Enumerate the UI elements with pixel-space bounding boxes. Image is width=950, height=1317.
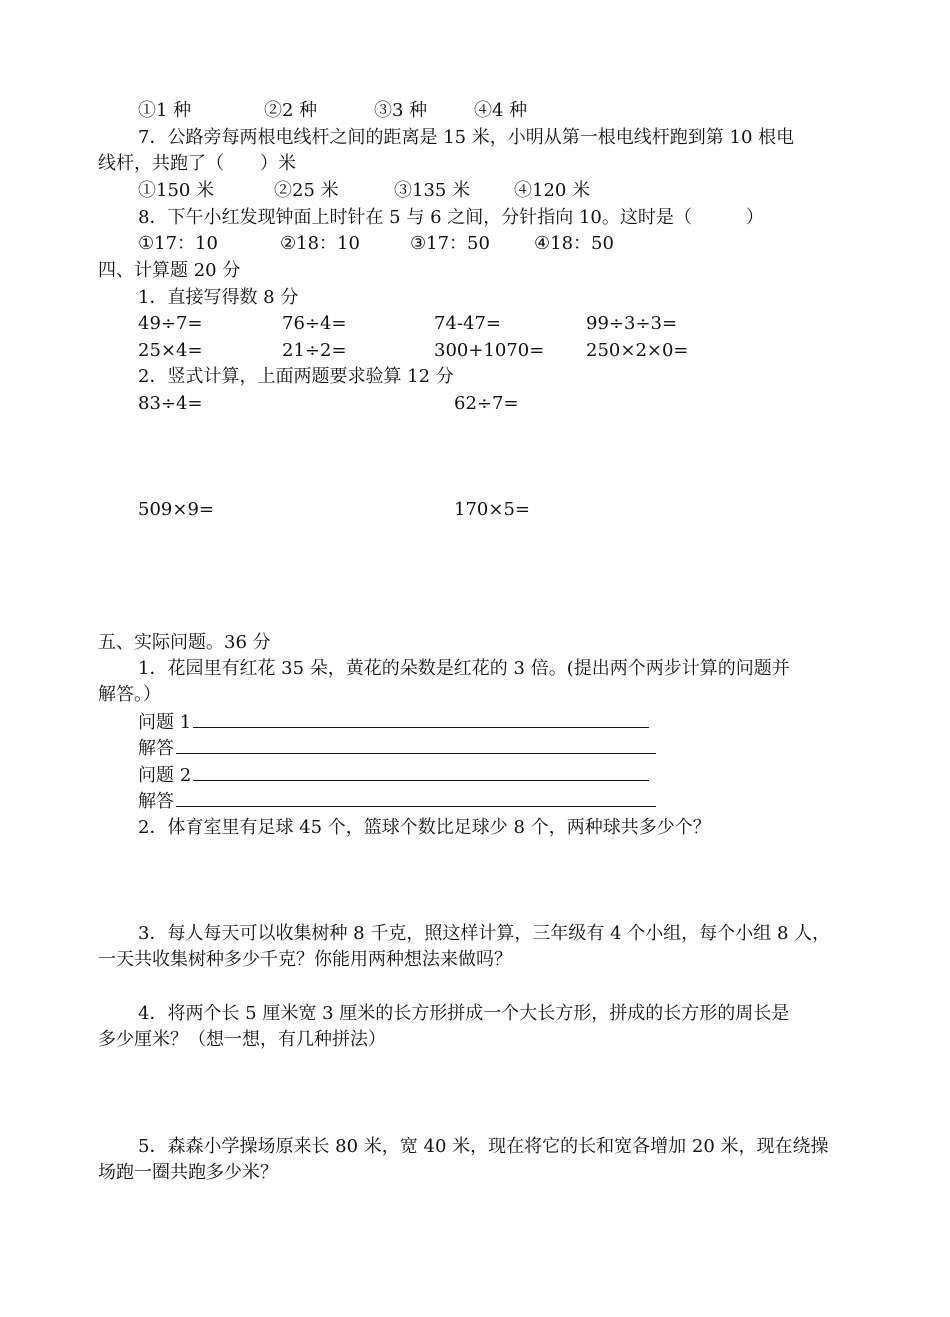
blank-label: 问题 2 (138, 765, 192, 786)
answer-line[interactable] (193, 709, 649, 728)
blank-label: 问题 1 (138, 712, 192, 733)
calc-r1-c4: 99÷3÷3= (586, 313, 678, 334)
q7-option-1: ①150 米 (138, 180, 215, 201)
answer-line[interactable] (176, 735, 656, 754)
vertical-calc-4: 170×5= (454, 499, 530, 520)
calc-r2-c3: 300+1070= (434, 340, 545, 361)
q6-option-3: ③3 种 (374, 100, 428, 121)
blank-label: 解答 (138, 791, 174, 812)
blank-question-2 (138, 762, 649, 788)
q7-text-line2: 线杆，共跑了（ ）米 (98, 153, 296, 174)
q7-option-2: ②25 米 (274, 180, 339, 201)
q8-option-2: ②18：10 (280, 233, 360, 254)
vertical-calc-3: 509×9= (138, 499, 214, 520)
p5-q4-line2: 多少厘米？（想一想，有几种拼法） (98, 1029, 386, 1050)
calc-r2-c4: 250×2×0= (586, 340, 689, 361)
blank-question-1 (138, 709, 649, 735)
calc-r2-c2: 21÷2= (282, 340, 347, 361)
q8-option-3: ③17：50 (410, 233, 490, 254)
part4-sub1: 1．直接写得数 8 分 (138, 287, 299, 308)
part4-sub2: 2．竖式计算，上面两题要求验算 12 分 (138, 366, 454, 387)
blank-answer-2 (138, 788, 656, 814)
calc-r1-c3: 74-47= (434, 313, 501, 334)
calc-r1-c1: 49÷7= (138, 313, 203, 334)
q8-option-1: ①17：10 (138, 233, 218, 254)
q8-text: 8．下午小红发现钟面上时针在 5 与 6 之间，分针指向 10。这时是（ ） (138, 207, 764, 228)
calc-r1-c2: 76÷4= (282, 313, 347, 334)
q7-option-3: ③135 米 (394, 180, 471, 201)
answer-line[interactable] (176, 788, 656, 807)
p5-q5-line2: 场跑一圈共跑多少米？ (98, 1162, 278, 1183)
q8-option-4: ④18：50 (534, 233, 614, 254)
part5-heading: 五、实际问题。36 分 (98, 632, 271, 653)
blank-label: 解答 (138, 738, 174, 759)
q6-option-1: ①1 种 (138, 100, 192, 121)
p5-q1-line1: 1．花园里有红花 35 朵，黄花的朵数是红花的 3 倍。(提出两个两步计算的问题并 (138, 658, 790, 679)
q7-text-line1: 7．公路旁每两根电线杆之间的距离是 15 米，小明从第一根电线杆跑到第 10 根电 (138, 127, 795, 148)
blank-answer-1 (138, 735, 656, 761)
part4-heading: 四、计算题 20 分 (98, 260, 241, 281)
vertical-calc-2: 62÷7= (454, 393, 519, 414)
answer-line[interactable] (193, 762, 649, 781)
p5-q2: 2．体育室里有足球 45 个，篮球个数比足球少 8 个，两种球共多少个？ (138, 817, 711, 838)
calc-r2-c1: 25×4= (138, 340, 203, 361)
p5-q3-line2: 一天共收集树种多少千克？你能用两种想法来做吗？ (98, 949, 512, 970)
q7-option-4: ④120 米 (514, 180, 591, 201)
p5-q5-line1: 5．森森小学操场原来长 80 米，宽 40 米，现在将它的长和宽各增加 20 米，现在绕操 (138, 1136, 829, 1157)
p5-q1-line2: 解答。） (98, 684, 161, 705)
vertical-calc-1: 83÷4= (138, 393, 203, 414)
p5-q4-line1: 4．将两个长 5 厘米宽 3 厘米的长方形拼成一个大长方形，拼成的长方形的周长是 (138, 1003, 790, 1024)
q6-option-4: ④4 种 (474, 100, 528, 121)
q6-option-2: ②2 种 (264, 100, 318, 121)
p5-q3-line1: 3．每人每天可以收集树种 8 千克，照这样计算，三年级有 4 个小组，每个小组 8 人， (138, 923, 831, 944)
